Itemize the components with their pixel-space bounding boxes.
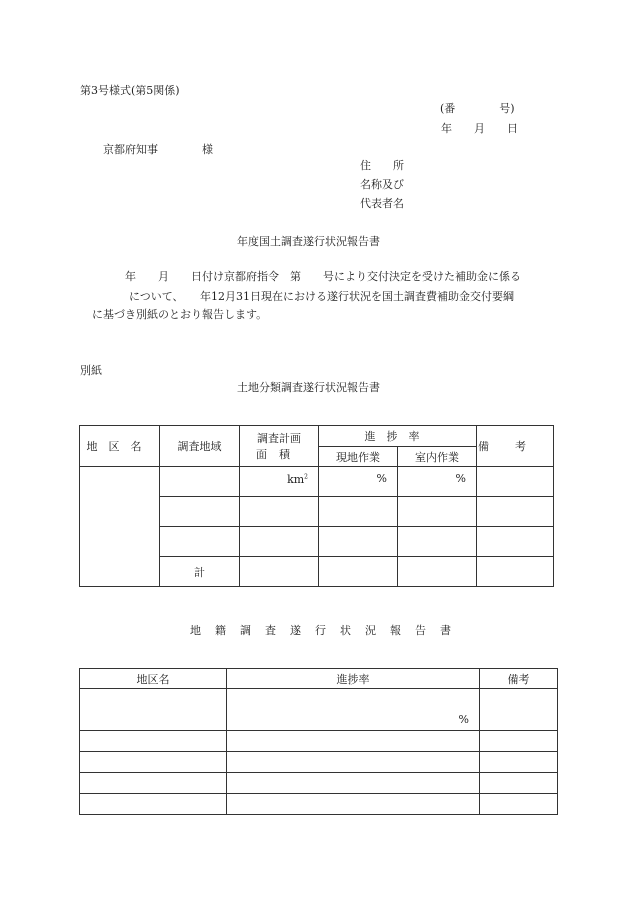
applicant-name-label: 名称及び [360, 178, 404, 191]
header2-district: 地区名 [80, 669, 227, 689]
header-plan-area-line1: 調査計画 [257, 432, 301, 445]
table-cell [80, 794, 227, 815]
table-cell [480, 731, 558, 752]
table-cell [480, 773, 558, 794]
unit-percent: % [227, 689, 480, 731]
table-cell [227, 794, 480, 815]
table-cell [480, 794, 558, 815]
table-cell [398, 557, 477, 587]
table-cell [80, 731, 227, 752]
table2-title: 地籍調査遂行状況報告書 [190, 624, 465, 637]
table-cell [319, 497, 398, 527]
header2-remarks: 備考 [480, 669, 558, 689]
table-cell [240, 497, 319, 527]
table-cell [477, 527, 554, 557]
table-cell [477, 497, 554, 527]
header-progress: 進捗率 [319, 426, 477, 447]
attachment-label: 別紙 [80, 364, 102, 377]
unit-percent-field: % [319, 467, 398, 497]
body-line-2: について、 年12月31日現在における遂行状況を国土調査費補助金交付要綱 [129, 290, 515, 303]
header-field-work: 現地作業 [319, 447, 398, 467]
land-classification-table [79, 425, 554, 587]
cadastral-survey-table [79, 668, 558, 815]
district-cell [80, 467, 160, 587]
table-cell [319, 527, 398, 557]
table-cell [227, 731, 480, 752]
number-line: (番 号) [440, 102, 515, 115]
applicant-address-label: 住 所 [360, 159, 404, 172]
table-cell [227, 773, 480, 794]
unit-percent-indoor: % [398, 467, 477, 497]
body-line-3: に基づき別紙のとおり報告します。 [92, 308, 268, 321]
header-plan-area [240, 426, 319, 467]
header-plan-area-line2: 面積 [256, 448, 302, 461]
table-cell [319, 557, 398, 587]
header-remarks: 備考 [477, 426, 554, 467]
header2-progress: 進捗率 [227, 669, 480, 689]
addressee: 京都府知事 様 [103, 143, 213, 156]
header-indoor-work: 室内作業 [398, 447, 477, 467]
table-cell [477, 557, 554, 587]
header-survey-area: 調査地域 [160, 426, 240, 467]
report-title: 年度国土調査遂行状況報告書 [237, 235, 380, 248]
table-cell [160, 467, 240, 497]
total-label: 計 [160, 557, 240, 587]
table-cell [398, 497, 477, 527]
table-cell [160, 497, 240, 527]
table-cell [477, 467, 554, 497]
table-cell [80, 689, 227, 731]
form-label: 第3号様式(第5関係) [80, 84, 180, 97]
table-cell [480, 752, 558, 773]
applicant-representative-label: 代表者名 [360, 197, 404, 210]
table-cell [240, 557, 319, 587]
table-cell [160, 527, 240, 557]
table-cell [80, 752, 227, 773]
header-district: 地区名 [80, 426, 160, 467]
body-line-1: 年 月 日付け京都府指令 第 号により交付決定を受けた補助金に係る [125, 270, 521, 283]
table-cell [240, 527, 319, 557]
table-cell [227, 752, 480, 773]
table1-title: 土地分類調査遂行状況報告書 [237, 381, 380, 394]
table-cell [398, 527, 477, 557]
date-line: 年 月 日 [441, 122, 518, 135]
unit-km2: $km^2$ [240, 467, 319, 497]
table-cell [80, 773, 227, 794]
table-cell [480, 689, 558, 731]
